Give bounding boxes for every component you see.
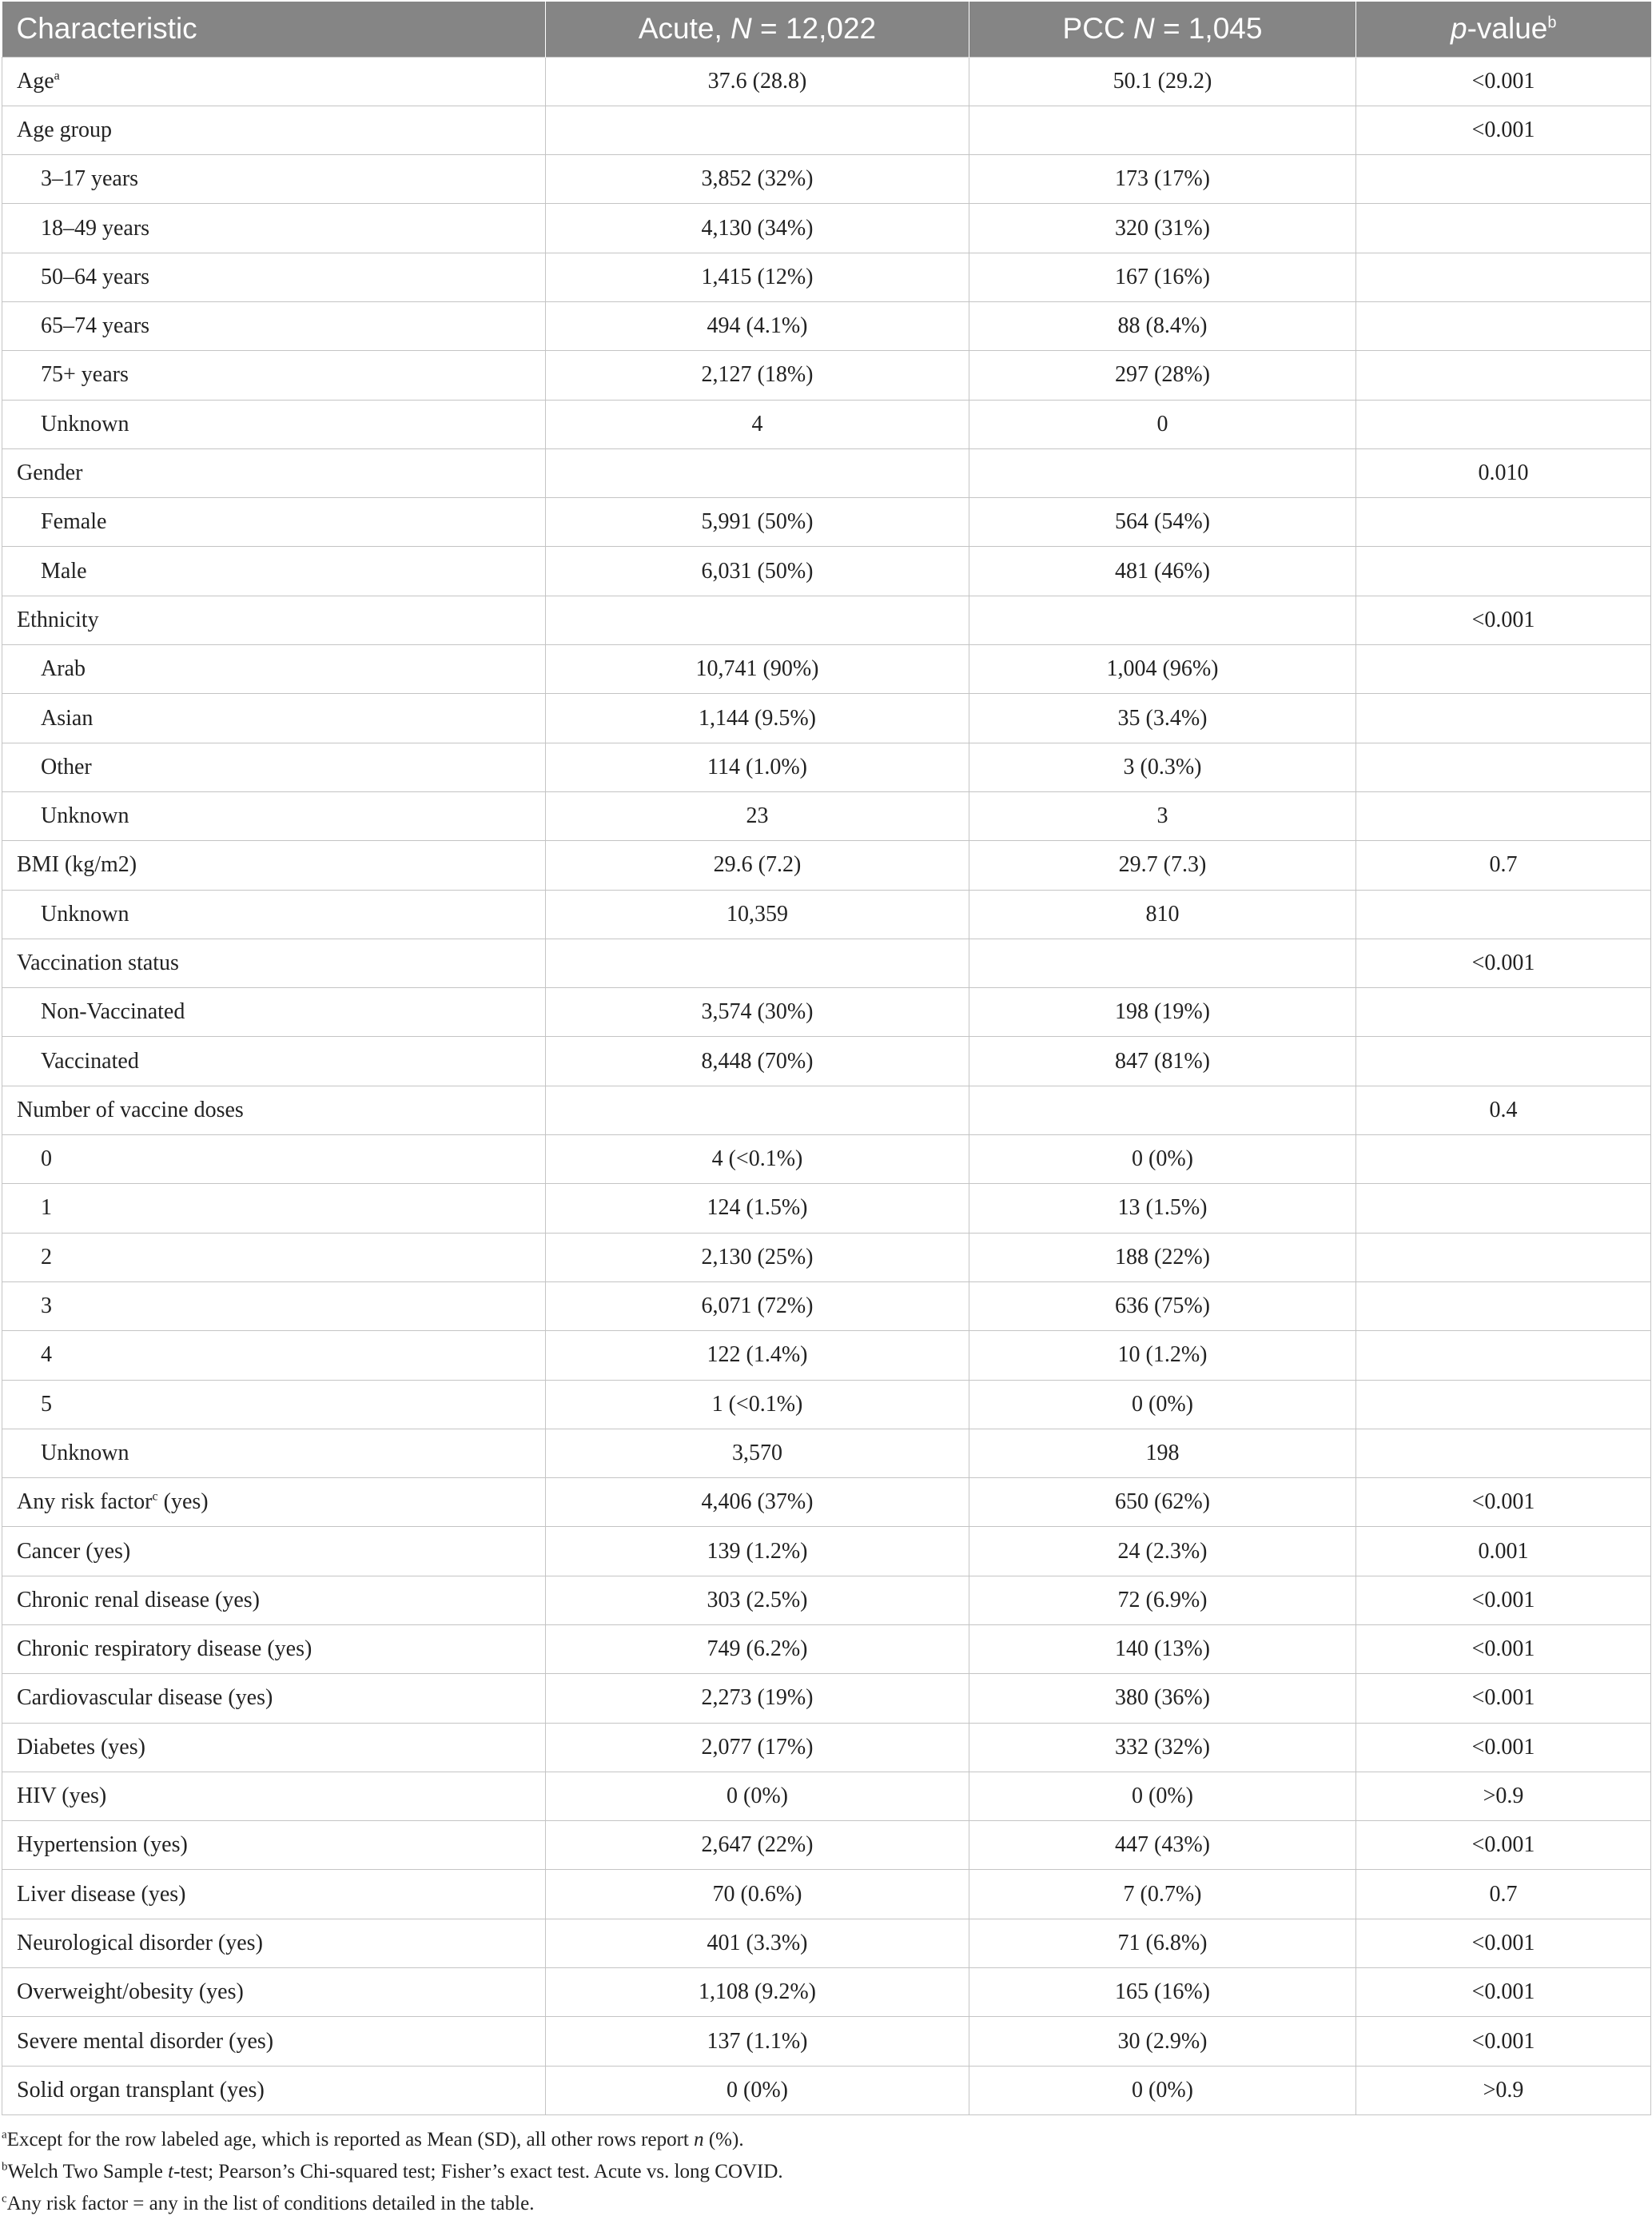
table-row	[2, 2017, 1651, 2066]
acute-value: 2,127 (18%)	[546, 351, 969, 400]
row-label: Age group	[17, 117, 112, 142]
row-label-cell	[2, 1919, 546, 1967]
p-value	[1356, 351, 1651, 400]
row-label: Gender	[17, 460, 83, 486]
table-row	[2, 596, 1651, 644]
row-label-cell	[2, 1968, 546, 2017]
pcc-value: 0 (0%)	[969, 1135, 1356, 1184]
p-value	[1356, 301, 1651, 350]
acute-value: 0 (0%)	[546, 1772, 969, 1820]
acute-value: 2,647 (22%)	[546, 1821, 969, 1870]
pcc-value	[969, 106, 1356, 154]
table-row	[2, 498, 1651, 547]
p-value	[1356, 1281, 1651, 1330]
pcc-value: 332 (32%)	[969, 1723, 1356, 1772]
header-pcc: PCC N = 1,045	[969, 2, 1356, 57]
row-label: 3	[41, 1293, 52, 1319]
pcc-value: 3	[969, 791, 1356, 840]
acute-value: 4,406 (37%)	[546, 1478, 969, 1527]
table-row	[2, 106, 1651, 154]
row-label: Vaccinated	[41, 1048, 139, 1074]
acute-value: 139 (1.2%)	[546, 1527, 969, 1576]
acute-value: 494 (4.1%)	[546, 301, 969, 350]
table-row	[2, 1380, 1651, 1429]
p-value	[1356, 791, 1651, 840]
row-label-cell	[2, 253, 546, 301]
acute-value: 8,448 (70%)	[546, 1037, 969, 1086]
acute-value: 1,415 (12%)	[546, 253, 969, 301]
acute-value: 1,144 (9.5%)	[546, 694, 969, 743]
p-value: <0.001	[1356, 1625, 1651, 1674]
row-label: Hypertension (yes)	[17, 1832, 188, 1858]
p-value	[1356, 694, 1651, 743]
row-label: Female	[41, 509, 107, 535]
pcc-value: 50.1 (29.2)	[969, 57, 1356, 106]
row-label: 3–17 years	[41, 166, 139, 192]
pcc-value: 380 (36%)	[969, 1674, 1356, 1723]
row-label: Severe mental disorder (yes)	[17, 2028, 274, 2054]
acute-value: 6,071 (72%)	[546, 1281, 969, 1330]
table-row	[2, 1527, 1651, 1576]
row-label: 65–74 years	[41, 313, 150, 339]
acute-value	[546, 596, 969, 644]
p-value	[1356, 547, 1651, 596]
row-label: Vaccination status	[17, 950, 179, 975]
p-value	[1356, 400, 1651, 448]
p-value	[1356, 743, 1651, 791]
pcc-value: 481 (46%)	[969, 547, 1356, 596]
header-characteristic: Characteristic	[16, 12, 197, 46]
row-label-cell	[2, 301, 546, 350]
header-p-value: p-value$^b$	[1356, 2, 1651, 57]
row-label: Unknown	[41, 411, 129, 436]
row-label-cell	[2, 890, 546, 939]
footnote-a: $^a$Except for the row labeled age, which is reported as Mean (SD), all other rows report n (%).	[2, 2128, 744, 2150]
table-row	[2, 1821, 1651, 1870]
pcc-value: 0	[969, 400, 1356, 448]
row-label: Diabetes (yes)	[17, 1734, 145, 1760]
row-label-cell	[2, 694, 546, 743]
row-label-cell	[2, 1821, 546, 1870]
pcc-value: 35 (3.4%)	[969, 694, 1356, 743]
table-row	[2, 1576, 1651, 1624]
table-row	[2, 351, 1651, 400]
row-label: Cardiovascular disease (yes)	[17, 1685, 273, 1711]
acute-value: 1 (<0.1%)	[546, 1380, 969, 1429]
pcc-value: 198 (19%)	[969, 988, 1356, 1037]
acute-value: 401 (3.3%)	[546, 1919, 969, 1967]
table-row	[2, 1919, 1651, 1967]
row-label: Asian	[41, 705, 94, 731]
acute-value: 2,077 (17%)	[546, 1723, 969, 1772]
pcc-value	[969, 939, 1356, 987]
pcc-value: 810	[969, 890, 1356, 939]
row-label: Ethnicity	[17, 607, 99, 632]
row-label-cell	[2, 400, 546, 448]
p-value: <0.001	[1356, 596, 1651, 644]
header-row	[2, 2, 1651, 57]
row-label-cell	[2, 1233, 546, 1281]
row-label-cell	[2, 645, 546, 694]
row-label: 50–64 years	[41, 264, 150, 289]
pcc-value: 24 (2.3%)	[969, 1527, 1356, 1576]
table-row	[2, 448, 1651, 497]
table-row	[2, 301, 1651, 350]
footnote-marker: c	[152, 1489, 158, 1504]
pcc-value: 7 (0.7%)	[969, 1870, 1356, 1919]
row-label-cell	[2, 2017, 546, 2066]
row-label: Neurological disorder (yes)	[17, 1930, 263, 1955]
row-label-cell	[2, 1331, 546, 1380]
p-value: <0.001	[1356, 106, 1651, 154]
row-label: 2	[41, 1244, 52, 1269]
table-header	[2, 2, 1651, 57]
row-label-cell	[2, 2066, 546, 2114]
table-row	[2, 1281, 1651, 1330]
p-value	[1356, 204, 1651, 253]
p-value: <0.001	[1356, 1576, 1651, 1624]
table-row	[2, 204, 1651, 253]
row-label: 5	[41, 1391, 52, 1417]
row-label: 4	[41, 1342, 52, 1368]
pcc-value: 13 (1.5%)	[969, 1184, 1356, 1233]
acute-value: 10,359	[546, 890, 969, 939]
row-label: Chronic renal disease (yes)	[17, 1587, 260, 1612]
row-label: BMI (kg/m2)	[17, 852, 137, 878]
p-value: <0.001	[1356, 1478, 1651, 1527]
p-value: >0.9	[1356, 2066, 1651, 2114]
acute-value: 2,273 (19%)	[546, 1674, 969, 1723]
row-label-cell	[2, 106, 546, 154]
row-label-cell	[2, 1281, 546, 1330]
table-row	[2, 1625, 1651, 1674]
pcc-value: 1,004 (96%)	[969, 645, 1356, 694]
acute-value	[546, 106, 969, 154]
p-value	[1356, 645, 1651, 694]
table-row	[2, 1968, 1651, 2017]
pcc-value: 29.7 (7.3)	[969, 841, 1356, 890]
row-label: Male	[41, 558, 87, 584]
table-row	[2, 988, 1651, 1037]
row-label: Overweight/obesity (yes)	[17, 1979, 244, 2005]
acute-value: 1,108 (9.2%)	[546, 1968, 969, 2017]
table-row	[2, 1723, 1651, 1772]
row-label: Cancer (yes)	[17, 1538, 131, 1564]
acute-value: 29.6 (7.2)	[546, 841, 969, 890]
p-value	[1356, 988, 1651, 1037]
acute-value: 23	[546, 791, 969, 840]
row-label: 18–49 years	[41, 215, 150, 241]
table-row	[2, 743, 1651, 791]
row-label-cell	[2, 351, 546, 400]
acute-value: 137 (1.1%)	[546, 2017, 969, 2066]
acute-value: 124 (1.5%)	[546, 1184, 969, 1233]
acute-value: 749 (6.2%)	[546, 1625, 969, 1674]
row-label-cell	[2, 1870, 546, 1919]
row-label: Unknown	[41, 901, 129, 927]
p-value: 0.001	[1356, 1527, 1651, 1576]
acute-value: 5,991 (50%)	[546, 498, 969, 547]
pcc-value: 650 (62%)	[969, 1478, 1356, 1527]
table-row	[2, 1870, 1651, 1919]
table-row	[2, 2066, 1651, 2114]
pcc-value: 173 (17%)	[969, 155, 1356, 204]
p-value	[1356, 498, 1651, 547]
acute-value: 4 (<0.1%)	[546, 1135, 969, 1184]
row-label-cell	[2, 1184, 546, 1233]
p-value	[1356, 1184, 1651, 1233]
table-row	[2, 1674, 1651, 1723]
pcc-value: 0 (0%)	[969, 1380, 1356, 1429]
row-label: Arab	[41, 656, 86, 682]
row-label-cell	[2, 743, 546, 791]
acute-value: 6,031 (50%)	[546, 547, 969, 596]
table-row	[2, 155, 1651, 204]
acute-value: 122 (1.4%)	[546, 1331, 969, 1380]
pcc-value: 10 (1.2%)	[969, 1331, 1356, 1380]
acute-value: 2,130 (25%)	[546, 1233, 969, 1281]
row-label-cell	[2, 1723, 546, 1772]
p-value	[1356, 155, 1651, 204]
table-row	[2, 1429, 1651, 1477]
row-label: Solid organ transplant (yes)	[17, 2077, 265, 2102]
p-value	[1356, 253, 1651, 301]
p-value: 0.7	[1356, 1870, 1651, 1919]
pcc-value: 0 (0%)	[969, 1772, 1356, 1820]
row-label-cell	[2, 155, 546, 204]
pcc-value	[969, 1086, 1356, 1134]
acute-value	[546, 1086, 969, 1134]
acute-value: 0 (0%)	[546, 2066, 969, 2114]
p-value	[1356, 1380, 1651, 1429]
table-row	[2, 253, 1651, 301]
row-label: HIV (yes)	[17, 1784, 107, 1809]
row-label-cell	[2, 1625, 546, 1674]
pcc-value: 71 (6.8%)	[969, 1919, 1356, 1967]
row-label: Unknown	[41, 1440, 129, 1465]
p-value: <0.001	[1356, 1919, 1651, 1967]
acute-value: 3,570	[546, 1429, 969, 1477]
row-label-cell	[2, 204, 546, 253]
pcc-value	[969, 596, 1356, 644]
acute-value: 70 (0.6%)	[546, 1870, 969, 1919]
row-label-cell	[2, 1674, 546, 1723]
p-value: <0.001	[1356, 2017, 1651, 2066]
row-label: Number of vaccine doses	[17, 1097, 244, 1122]
row-label-suffix: (yes)	[157, 1489, 209, 1515]
table-row	[2, 1086, 1651, 1134]
row-label: Unknown	[41, 803, 129, 829]
row-label: 1	[41, 1195, 52, 1221]
table-row	[2, 1331, 1651, 1380]
p-value	[1356, 1429, 1651, 1477]
pcc-value: 72 (6.9%)	[969, 1576, 1356, 1624]
p-value	[1356, 1037, 1651, 1086]
pcc-value: 636 (75%)	[969, 1281, 1356, 1330]
pcc-value: 198	[969, 1429, 1356, 1477]
pcc-value: 847 (81%)	[969, 1037, 1356, 1086]
row-label-cell	[2, 1380, 546, 1429]
table-row	[2, 791, 1651, 840]
row-label: Any risk factor	[17, 1489, 153, 1515]
pcc-value: 30 (2.9%)	[969, 2017, 1356, 2066]
row-label-cell	[2, 1478, 546, 1527]
acute-value	[546, 448, 969, 497]
row-label-cell	[2, 596, 546, 644]
table-row	[2, 400, 1651, 448]
table-row	[2, 1478, 1651, 1527]
table-row	[2, 841, 1651, 890]
table-row	[2, 694, 1651, 743]
table-row	[2, 1184, 1651, 1233]
footnote-c: $^c$Any risk factor = any in the list of conditions detailed in the table.	[2, 2192, 535, 2214]
acute-value: 303 (2.5%)	[546, 1576, 969, 1624]
row-label: Liver disease (yes)	[17, 1881, 186, 1907]
row-label-cell	[2, 841, 546, 890]
table-row	[2, 1772, 1651, 1820]
table-row	[2, 645, 1651, 694]
row-label-cell	[2, 1135, 546, 1184]
acute-value: 3,852 (32%)	[546, 155, 969, 204]
row-label-cell	[2, 448, 546, 497]
row-label: 75+ years	[41, 362, 129, 388]
p-value: 0.4	[1356, 1086, 1651, 1134]
table-row	[2, 939, 1651, 987]
p-value: <0.001	[1356, 57, 1651, 106]
table-row	[2, 1037, 1651, 1086]
table-body	[2, 57, 1651, 2114]
row-label-cell	[2, 791, 546, 840]
row-label-cell	[2, 1772, 546, 1820]
table-footnotes	[2, 2124, 1650, 2220]
acute-value	[546, 939, 969, 987]
row-label-cell	[2, 547, 546, 596]
acute-value: 114 (1.0%)	[546, 743, 969, 791]
row-label-cell	[2, 988, 546, 1037]
row-label: Non-Vaccinated	[41, 999, 185, 1025]
pcc-value: 0 (0%)	[969, 2066, 1356, 2114]
footnote-marker: a	[54, 69, 60, 83]
characteristics-table	[2, 2, 1651, 2115]
p-value: <0.001	[1356, 1968, 1651, 2017]
pcc-value: 297 (28%)	[969, 351, 1356, 400]
p-value: <0.001	[1356, 1821, 1651, 1870]
p-value: <0.001	[1356, 939, 1651, 987]
p-value: 0.010	[1356, 448, 1651, 497]
pcc-value	[969, 448, 1356, 497]
pcc-value: 320 (31%)	[969, 204, 1356, 253]
table-row	[2, 57, 1651, 106]
row-label: Other	[41, 754, 92, 779]
row-label: 0	[41, 1146, 52, 1172]
row-label: Age	[17, 68, 54, 94]
p-value	[1356, 1233, 1651, 1281]
row-label-cell	[2, 498, 546, 547]
row-label-cell	[2, 939, 546, 987]
table-row	[2, 1233, 1651, 1281]
table-row	[2, 547, 1651, 596]
acute-value: 4	[546, 400, 969, 448]
footnote-b: $^b$Welch Two Sample t-test; Pearson’s Chi-squared test; Fisher’s exact test. Acute vs. long COVID.	[2, 2160, 783, 2182]
p-value: <0.001	[1356, 1674, 1651, 1723]
pcc-value: 140 (13%)	[969, 1625, 1356, 1674]
header-acute: Acute, N = 12,022	[546, 2, 969, 57]
pcc-value: 165 (16%)	[969, 1968, 1356, 2017]
row-label: Chronic respiratory disease (yes)	[17, 1636, 312, 1662]
p-value: >0.9	[1356, 1772, 1651, 1820]
row-label-cell	[2, 1527, 546, 1576]
pcc-value: 167 (16%)	[969, 253, 1356, 301]
pcc-value: 564 (54%)	[969, 498, 1356, 547]
pcc-value: 447 (43%)	[969, 1821, 1356, 1870]
pcc-value: 188 (22%)	[969, 1233, 1356, 1281]
p-value	[1356, 890, 1651, 939]
acute-value: 4,130 (34%)	[546, 204, 969, 253]
row-label-cell	[2, 1576, 546, 1624]
row-label-cell	[2, 1429, 546, 1477]
acute-value: 37.6 (28.8)	[546, 57, 969, 106]
pcc-value: 3 (0.3%)	[969, 743, 1356, 791]
row-label-cell	[2, 1086, 546, 1134]
pcc-value: 88 (8.4%)	[969, 301, 1356, 350]
row-label-cell	[2, 1037, 546, 1086]
acute-value: 3,574 (30%)	[546, 988, 969, 1037]
p-value: 0.7	[1356, 841, 1651, 890]
table-row	[2, 890, 1651, 939]
p-value	[1356, 1135, 1651, 1184]
p-value	[1356, 1331, 1651, 1380]
p-value: <0.001	[1356, 1723, 1651, 1772]
table-row	[2, 1135, 1651, 1184]
acute-value: 10,741 (90%)	[546, 645, 969, 694]
row-label-cell	[2, 57, 546, 106]
